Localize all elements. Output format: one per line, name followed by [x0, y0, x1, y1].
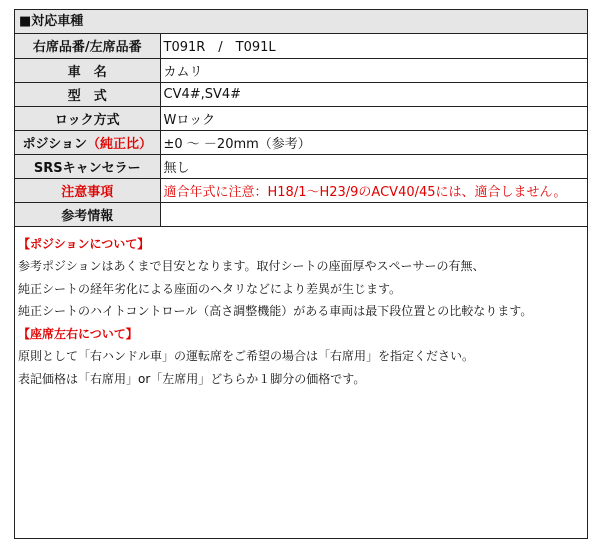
- table-row: [15, 34, 587, 58]
- model-code-label: 型 式: [15, 82, 160, 106]
- model-code-value: CV4#,SV4#: [160, 82, 587, 106]
- position-notes-title: 【ポジションについて】: [18, 236, 150, 251]
- table-row: [15, 202, 587, 226]
- part-number-label: 右席品番/左席品番: [15, 34, 160, 58]
- car-name-value: カムリ: [160, 58, 587, 82]
- lock-type-value: Wロック: [160, 106, 587, 130]
- table-row: [15, 130, 587, 154]
- position-note-line: 参考ポジションはあくまで目安となります。取付シートの座面厚やスペーサーの有無、: [18, 259, 485, 274]
- table-row: [15, 106, 587, 130]
- compatibility-sheet: [14, 9, 588, 539]
- table-row: [15, 58, 587, 82]
- position-label: [15, 130, 160, 154]
- seat-side-note-line: 表記価格は「右席用」or「左席用」どちらか１脚分の価格です。: [18, 372, 366, 387]
- lock-type-label: ロック方式: [15, 106, 160, 130]
- part-number-value: T091R / T091L: [160, 34, 587, 58]
- notes-section: [15, 227, 587, 391]
- caution-label: 注意事項: [15, 178, 160, 202]
- reference-value: [160, 202, 587, 226]
- srs-canceller-value: 無し: [160, 154, 587, 178]
- caution-value: 適合年式に注意：H18/1～H23/9のACV40/45には、適合しません。: [160, 178, 587, 202]
- reference-label: 参考情報: [15, 202, 160, 226]
- seat-side-note-line: 原則として「右ハンドル車」の運転席をご希望の場合は「右席用」を指定ください。: [18, 349, 475, 364]
- table-row: [15, 154, 587, 178]
- section-title: ■対応車種: [15, 10, 587, 34]
- srs-canceller-label: SRSキャンセラー: [15, 154, 160, 178]
- position-note-line: 純正シートの経年劣化による座面のヘタリなどにより差異が生じます。: [18, 281, 402, 296]
- spec-table: [15, 34, 587, 227]
- position-value: ±0 ～ －20mm（参考）: [160, 130, 587, 154]
- position-note-line: 純正シートのハイトコントロール（高さ調整機能）がある車両は最下段位置との比較なります。: [18, 304, 533, 319]
- car-name-label: 車 名: [15, 58, 160, 82]
- seat-side-notes-title: 【座席左右について】: [18, 326, 138, 341]
- table-row: [15, 82, 587, 106]
- position-label-sub: （純正比）: [86, 136, 152, 152]
- position-label-main: ポジション: [22, 136, 87, 152]
- table-row: [15, 178, 587, 202]
